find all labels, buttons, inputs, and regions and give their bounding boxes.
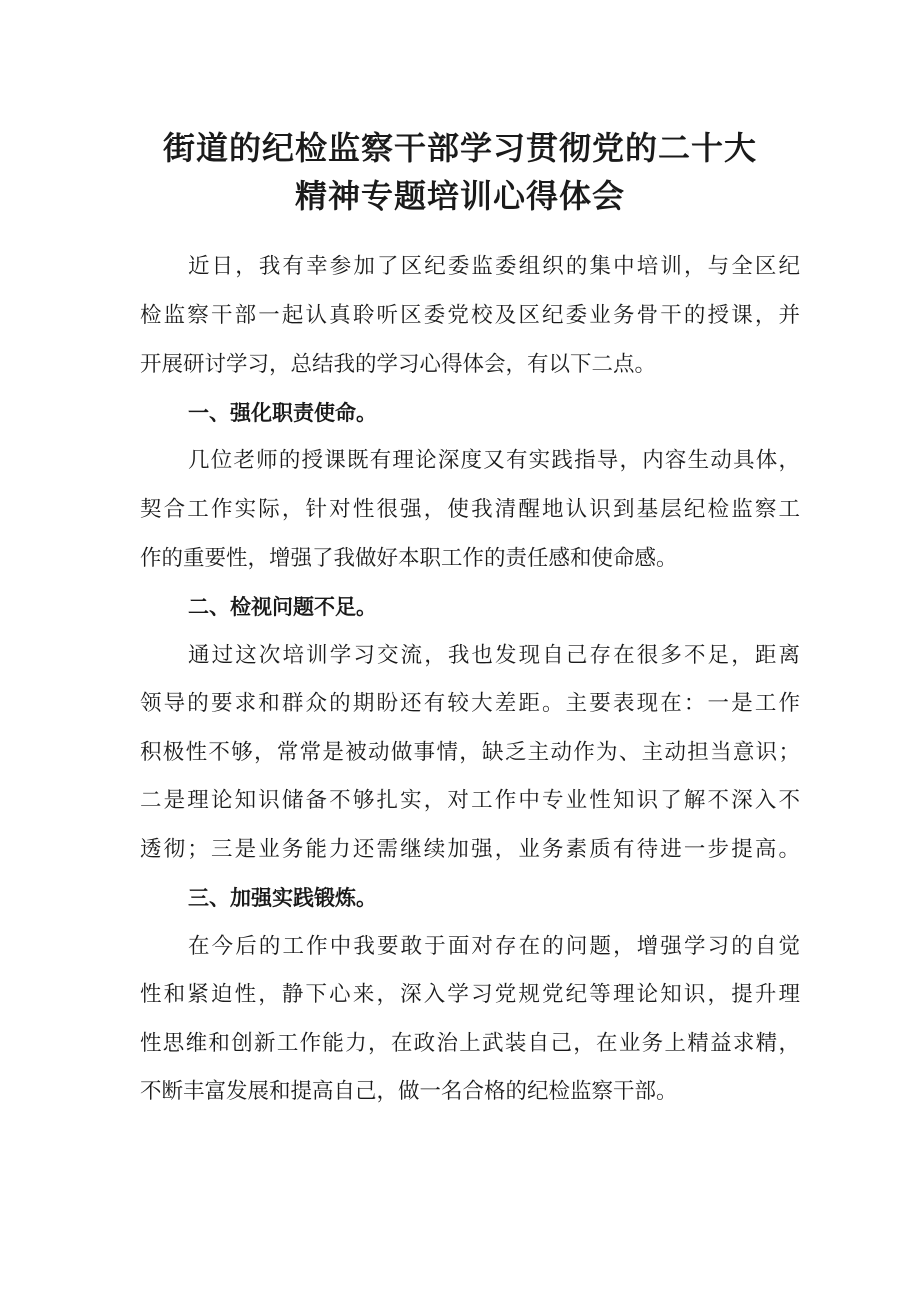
section-3-line-1: 在今后的工作中我要敢于面对存在的问题，增强学习的自觉 xyxy=(188,934,800,959)
intro-line-3: 开展研讨学习，总结我的学习心得体会，有以下二点。 xyxy=(140,352,657,377)
section-1-line-2: 契合工作实际，针对性很强，使我清醒地认识到基层纪检监察工 xyxy=(140,497,800,522)
section-3-line-2: 性和紧迫性，静下心来，深入学习党规党纪等理论知识，提升理 xyxy=(140,982,800,1007)
section-3-line-3: 性思维和创新工作能力，在政治上武装自己，在业务上精益求精， xyxy=(140,1031,800,1056)
section-1-heading: 一、强化职责使命。 xyxy=(188,401,377,425)
section-2-line-4: 二是理论知识储备不够扎实，对工作中专业性知识了解不深入不 xyxy=(140,788,800,813)
section-1-line-1: 几位老师的授课既有理论深度又有实践指导，内容生动具体， xyxy=(188,448,800,473)
intro-line-2: 检监察干部一起认真聆听区委党校及区纪委业务骨干的授课，并 xyxy=(140,303,800,328)
section-2-heading: 二、检视问题不足。 xyxy=(188,595,377,619)
document-title-line-1: 街道的纪检监察干部学习贯彻党的二十大 xyxy=(162,129,757,167)
section-2-line-5: 透彻；三是业务能力还需继续加强，业务素质有待进一步提高。 xyxy=(140,837,800,862)
section-3-line-4: 不断丰富发展和提高自己，做一名合格的纪检监察干部。 xyxy=(140,1079,678,1104)
section-2-line-1: 通过这次培训学习交流，我也发现自己存在很多不足，距离 xyxy=(188,643,800,668)
section-1-line-3: 作的重要性，增强了我做好本职工作的责任感和使命感。 xyxy=(140,546,678,571)
section-2-line-2: 领导的要求和群众的期盼还有较大差距。主要表现在：一是工作 xyxy=(140,691,800,716)
document-title-line-2: 精神专题培训心得体会 xyxy=(294,177,625,215)
section-2-line-3: 积极性不够，常常是被动做事情，缺乏主动作为、主动担当意识； xyxy=(140,740,800,765)
intro-line-1: 近日，我有幸参加了区纪委监委组织的集中培训，与全区纪 xyxy=(188,254,800,279)
section-3-heading: 三、加强实践锻炼。 xyxy=(188,886,377,910)
